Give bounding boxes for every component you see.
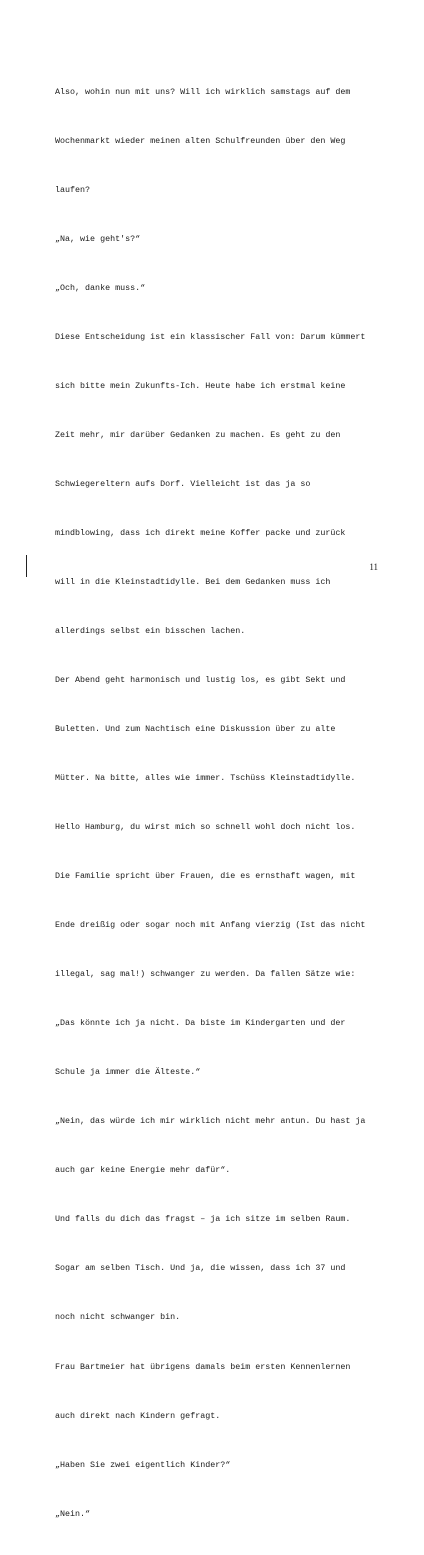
text-line-20: „Das könnte ich ja nicht. Da biste im Kindergarten und der [55, 1018, 346, 1029]
text-line-26: noch nicht schwanger bin. [55, 1312, 181, 1323]
text-line-24: Und falls du dich das fragst – ja ich sitze im selben Raum. [55, 1214, 351, 1225]
text-line-15: Mütter. Na bitte, alles wie immer. Tschüss Kleinstadtidylle. [55, 773, 356, 784]
text-line-14: Buletten. Und zum Nachtisch eine Diskussion über zu alte [55, 724, 336, 735]
page-number: 11 [369, 562, 378, 572]
text-line-11: will in die Kleinstadtidylle. Bei dem Gedanken muss ich [55, 577, 331, 587]
text-line-7: sich bitte mein Zukunfts-Ich. Heute habe ich erstmal keine [55, 380, 346, 391]
text-line-30: „Nein.“ [55, 1508, 91, 1519]
text-line-1: Also, wohin nun mit uns? Will ich wirklich samstags auf dem [55, 86, 351, 97]
text-line-3: laufen? [55, 184, 91, 195]
text-line-27: Frau Bartmeier hat übrigens damals beim ersten Kennenlernen [55, 1361, 351, 1372]
margin-line [26, 555, 27, 577]
text-line-12: allerdings selbst ein bisschen lachen. [55, 626, 246, 637]
text-line-29: „Haben Sie zwei eigentlich Kinder?“ [55, 1459, 231, 1470]
text-line-8: Zeit mehr, mir darüber Gedanken zu machen. Es geht zu den [55, 429, 341, 440]
text-line-21: Schule ja immer die Älteste.“ [55, 1067, 201, 1078]
text-line-19: illegal, sag mal!) schwanger zu werden. Da fallen Sätze wie: [55, 969, 356, 980]
text-line-28: auch direkt nach Kindern gefragt. [55, 1410, 221, 1421]
text-line-4: „Na, wie geht's?“ [55, 233, 141, 244]
text-line-10: mindblowing, dass ich direkt meine Koffer packe und zurück [55, 527, 346, 538]
body-text [55, 51, 385, 1555]
text-line-13: Der Abend geht harmonisch und lustig los, es gibt Sekt und [55, 675, 346, 686]
text-line-18: Ende dreißig oder sogar noch mit Anfang vierzig (Ist das nicht [55, 920, 366, 931]
text-line-6: Diese Entscheidung ist ein klassischer Fall von: Darum kümmert [55, 331, 366, 342]
text-line-5: „Och, danke muss.“ [55, 282, 146, 293]
text-line-9: Schwiegereltern aufs Dorf. Vielleicht ist das ja so [55, 478, 311, 489]
text-line-17: Die Familie spricht über Frauen, die es ernsthaft wagen, mit [55, 871, 356, 882]
text-line-23: auch gar keine Energie mehr dafür“. [55, 1165, 231, 1176]
text-line-25: Sogar am selben Tisch. Und ja, die wissen, dass ich 37 und [55, 1263, 346, 1274]
text-line-22: „Nein, das würde ich mir wirklich nicht mehr antun. Du hast ja [55, 1116, 366, 1127]
text-line-2: Wochenmarkt wieder meinen alten Schulfreunden über den Weg [55, 135, 346, 146]
text-line-16: Hello Hamburg, du wirst mich so schnell wohl doch nicht los. [55, 822, 356, 833]
